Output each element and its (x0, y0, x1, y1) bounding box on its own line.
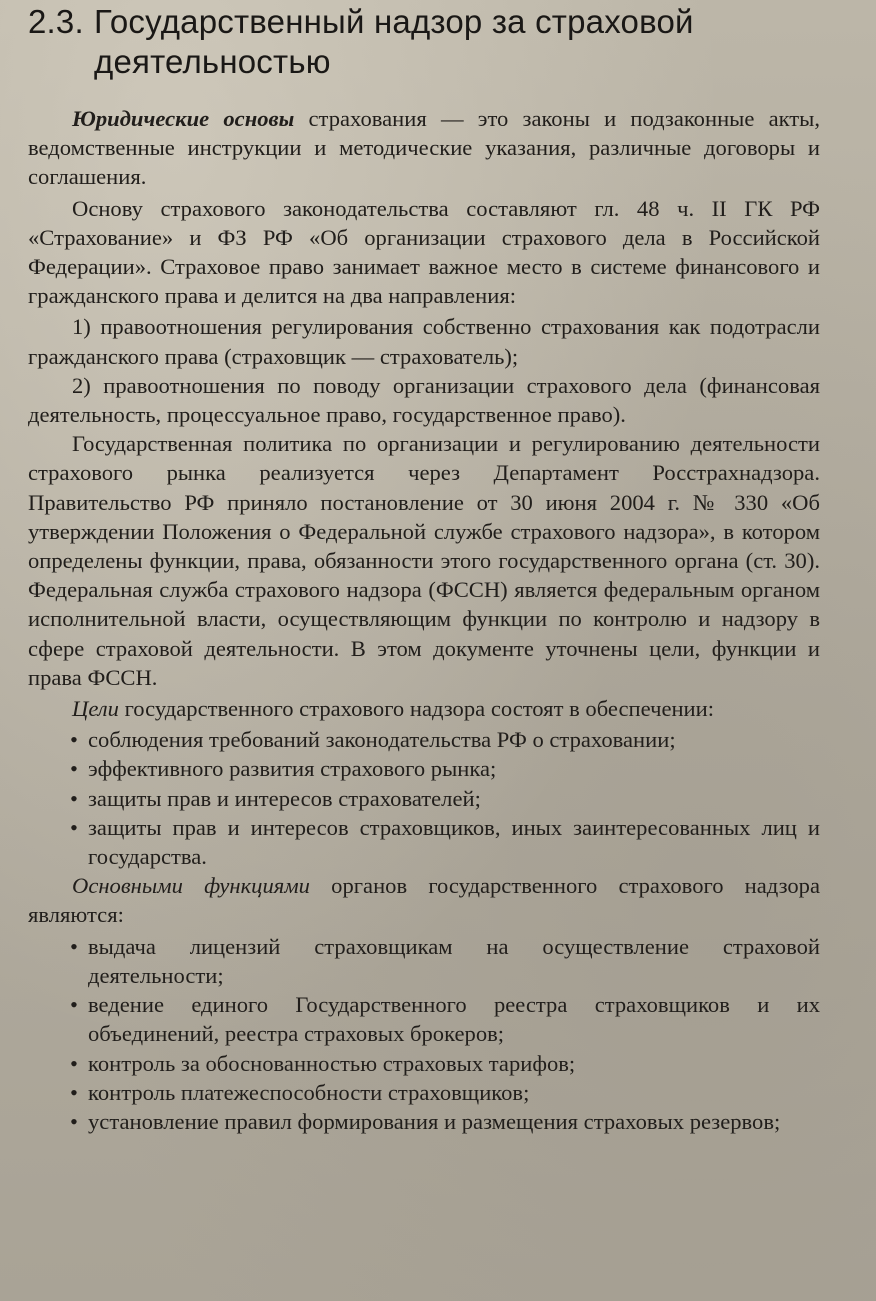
numbered-item: 2) правоотношения по поводу организации страхового дела (финансовая деятельность, процессуальное право, государственное право). (28, 372, 820, 428)
list-item: • ведение единого Государственного реестра страховщиков и их объединений, реестра страховых брокеров; (70, 992, 820, 1047)
section-title-line2: деятельностью (94, 43, 331, 80)
list-item: • защиты прав и интересов страхователей; (28, 784, 820, 813)
paragraph-legal-basis (28, 104, 820, 192)
paragraph-legislation: Основу страхового законодательства составляют гл. 48 ч. II ГК РФ «Страхование» и ФЗ РФ «Об организации страхового дела в Российской Федерации». Страховое право занимает важное место в системе финансового и гражданского права и делится на два направления: (28, 195, 820, 309)
paragraph-text: органов государственного страхового надзора являются: (28, 873, 820, 928)
bullet-icon: • (70, 933, 78, 959)
list-item: • контроль за обоснованностью страховых тарифов; (28, 1049, 820, 1078)
term-functions: Основными функциями (72, 873, 310, 899)
functions-list (28, 932, 820, 1136)
book-page (0, 2, 876, 1301)
list-item: • защиты прав и интересов страховщиков, иных заинтересованных лиц и государства. (70, 814, 820, 870)
section-number: 2.3. (28, 3, 84, 40)
list-item: • эффективного развития страхового рынка; (28, 754, 820, 783)
term-goals: Цели (72, 696, 119, 722)
bullet-icon: • (70, 756, 78, 782)
bullet-icon: • (70, 785, 78, 811)
bullet-icon: • (70, 992, 78, 1018)
term-legal-basis: Юридические основы (72, 106, 295, 131)
numbered-item: 1) правоотношения регулирования собственно страхования как подотрасли гражданского права (страховщик — страхователь); (28, 314, 820, 369)
bullet-icon: • (70, 727, 78, 753)
list-item: • установление правил формирования и размещения страховых резервов; (28, 1107, 820, 1136)
section-heading (28, 2, 820, 82)
bullet-icon: • (70, 1079, 78, 1105)
paragraph-text: государственного страхового надзора состоят в обеспечении: (118, 696, 715, 722)
bullet-icon: • (70, 1108, 78, 1134)
section-title-line1: Государственный надзор за страховой (94, 3, 694, 40)
paragraph-text: страхования — это законы и подзаконные акты, ведомственные инструкции и методические указания, различные договоры и соглашения. (28, 106, 820, 190)
bullet-icon: • (70, 1050, 78, 1076)
bullet-icon: • (70, 814, 78, 840)
paragraph-policy: Государственная политика по организации и регулированию деятельности страхового рынка реализуется через Департамент Росстрахнадзора. Правительство РФ приняло постановление от 30 июня 2004 г. № 330 «Об утверждении Положения о Федеральной службе страхового надзора», в котором определены функции, права, обязанности этого государственного органа (ст. 30). Федеральная служба страхового надзора (ФССН) является федеральным органом исполнительной власти, осуществляющим функции по контролю и надзору в сфере страховой деятельности. В этом документе уточнены цели, функции и права ФССН. (28, 431, 820, 690)
paragraph-functions-intro (28, 871, 820, 929)
list-item: • соблюдения требований законодательства РФ о страховании; (28, 725, 820, 754)
numbered-list (28, 312, 820, 429)
list-item: • выдача лицензий страховщикам на осуществление страховой деятельности; (70, 933, 820, 988)
paragraph-goals-intro (28, 694, 820, 723)
section-body (28, 104, 820, 1136)
list-item: • контроль платежеспособности страховщиков; (28, 1078, 820, 1107)
goals-list (28, 725, 820, 871)
